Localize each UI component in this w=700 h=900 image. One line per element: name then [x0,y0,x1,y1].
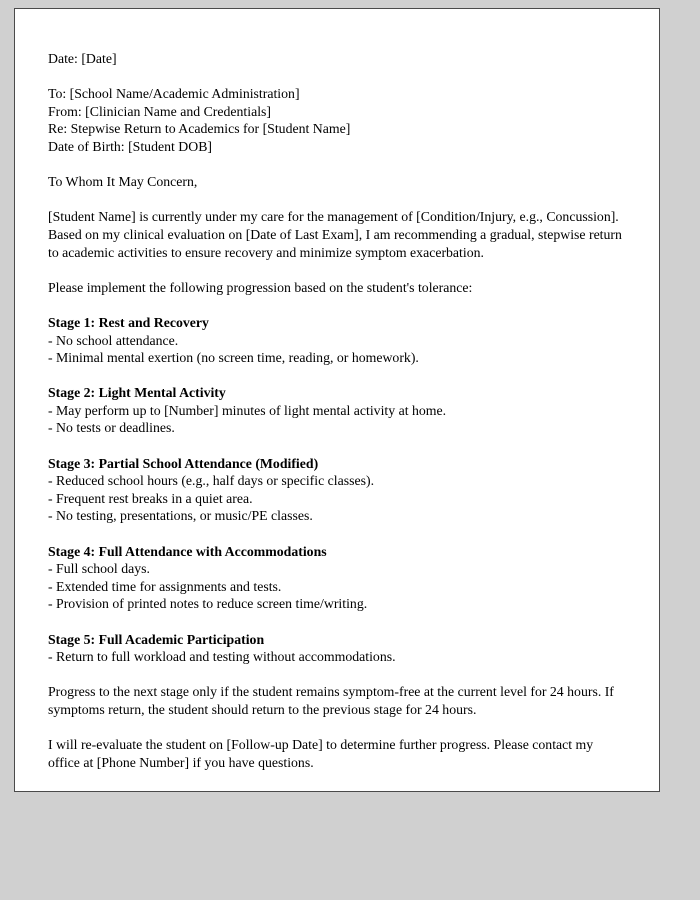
paragraph-block [48,736,625,771]
stage-item-line: - Return to full workload and testing without accommodations. [48,649,396,665]
paragraph-block [48,208,625,261]
paragraph-block [48,50,625,68]
stage-item-line: - Frequent rest breaks in a quiet area. [48,490,253,506]
letter-line: Re: Stepwise Return to Academics for [Student Name] [48,121,351,137]
letter-line: [Student Name] is currently under my care for the management of [Condition/Injury, e.g., Concussion]. Based on my clinical evaluation on [Date of Last Exam], I am recommending a gradual, stepwise return to academic activities to ensure recovery and minimize symptom exacerbation. [48,209,622,260]
paragraph-block [48,683,625,718]
paragraph-block [48,85,625,155]
stage-item-line: - May perform up to [Number] minutes of light mental activity at home. [48,402,447,418]
stage-heading: Stage 2: Light Mental Activity [48,385,226,401]
letter-line: Please implement the following progression based on the student's tolerance: [48,279,473,295]
letter-line: Progress to the next stage only if the student remains symptom-free at the current level for 24 hours. If symptoms return, the student should return to the previous stage for 24 hours. [48,684,614,717]
stage-heading: Stage 3: Partial School Attendance (Modified) [48,455,319,471]
stage-block [48,631,625,666]
letter-line: To: [School Name/Academic Administration] [48,86,300,102]
stage-block [48,455,625,525]
stage-block [48,543,625,613]
letter-line: I will re-evaluate the student on [Follow-up Date] to determine further progress. Please contact my office at [Phone Number] if you have questions. [48,737,594,770]
letter-line: Date of Birth: [Student DOB] [48,138,213,154]
stage-heading: Stage 4: Full Attendance with Accommodations [48,543,327,559]
letter-page [14,8,660,792]
paragraph-block [48,173,625,191]
stage-item-line: - No testing, presentations, or music/PE classes. [48,508,313,524]
stage-item-line: - No tests or deadlines. [48,420,175,436]
letter-line: To Whom It May Concern, [48,174,198,190]
stage-block [48,384,625,437]
stage-item-line: - Minimal mental exertion (no screen time, reading, or homework). [48,350,419,366]
stage-item-line: - Reduced school hours (e.g., half days or specific classes). [48,473,375,489]
letter-line: Date: [Date] [48,51,117,66]
stage-item-line: - Provision of printed notes to reduce screen time/writing. [48,596,368,612]
letter-line: From: [Clinician Name and Credentials] [48,103,271,119]
stage-item-line: - No school attendance. [48,332,179,348]
stage-heading: Stage 1: Rest and Recovery [48,314,209,330]
paragraph-block [48,279,625,297]
stage-item-line: - Full school days. [48,561,150,577]
stage-item-line: - Extended time for assignments and tests. [48,578,282,594]
letter-content [15,9,659,771]
stage-heading: Stage 5: Full Academic Participation [48,631,265,647]
stage-block [48,314,625,367]
